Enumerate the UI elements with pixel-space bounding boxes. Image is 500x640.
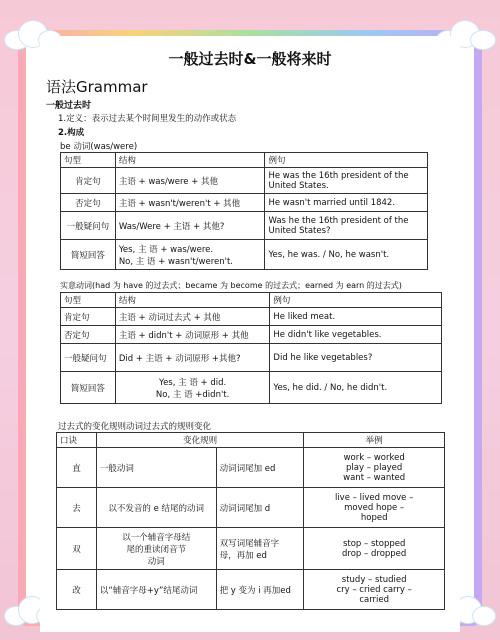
table-cell: He didn't like vegetables. xyxy=(270,326,442,344)
table-cell: Yes, he did. / No, he didn't. xyxy=(270,372,442,404)
table-cell: Did he like vegetables? xyxy=(270,344,442,372)
section-heading: 一般过去时 xyxy=(46,101,92,111)
table-cell: 以“辅音字母+y”结尾动词 xyxy=(96,570,216,610)
table-cell: 双 xyxy=(57,528,97,570)
table-cell: live – lived move – moved hope – hoped xyxy=(304,488,445,528)
table-cell: He was the 16th president of the United States. xyxy=(265,168,428,194)
table-cell: 简短回答 xyxy=(61,240,116,270)
table-cell: stop – stopped drop – dropped xyxy=(304,528,445,570)
table-cell: He liked meat. xyxy=(270,308,442,326)
table-cell: 肯定句 xyxy=(61,168,116,194)
document-page xyxy=(40,36,460,632)
table-cell: 主语 + didn't + 动词原形 + 其他 xyxy=(115,326,270,344)
table-cell: work – worked play – played want – wanted xyxy=(304,448,445,488)
be-verb-table xyxy=(60,152,428,270)
table-row xyxy=(57,570,445,610)
header-cell: 结构 xyxy=(115,153,265,168)
rule-table xyxy=(56,432,445,610)
table-header-row xyxy=(61,293,442,308)
table-cell: 否定句 xyxy=(61,326,116,344)
definition-text: 1.定义：表示过去某个时间里发生的动作或状态 xyxy=(58,114,237,124)
table-header-row xyxy=(57,433,445,448)
action-verb-table xyxy=(60,292,442,404)
table-row xyxy=(61,308,442,326)
table-row xyxy=(61,372,442,404)
table-row xyxy=(57,448,445,488)
table-cell: 简短回答 xyxy=(61,372,116,404)
table-row xyxy=(57,528,445,570)
table-row xyxy=(57,488,445,528)
table-cell: Yes, 主 语 + was/were. No, 主 语 + wasn't/weren't. xyxy=(115,240,265,270)
table-cell: Yes, he was. / No, he wasn't. xyxy=(265,240,428,270)
header-cell: 句型 xyxy=(61,153,116,168)
table-cell: 动词词尾加 d xyxy=(216,488,304,528)
table-cell: 肯定句 xyxy=(61,308,116,326)
table-cell: 动词词尾加 ed xyxy=(216,448,304,488)
table-cell: 以不发音的 e 结尾的动词 xyxy=(96,488,216,528)
table-cell: He wasn't married until 1842. xyxy=(265,194,428,212)
table-row xyxy=(61,240,428,270)
table-cell: Yes, 主 语 + did. No, 主 语 +didn't. xyxy=(115,372,270,404)
table-cell: 改 xyxy=(57,570,97,610)
table-cell: 一般动词 xyxy=(96,448,216,488)
table-cell: 以一个辅音字母结 尾的重读闭音节 动词 xyxy=(96,528,216,570)
page-title: 一般过去时&一般将来时 xyxy=(168,50,332,68)
table-cell: 主语 + 动词过去式 + 其他 xyxy=(115,308,270,326)
table-cell: 去 xyxy=(57,488,97,528)
header-cell: 例句 xyxy=(270,293,442,308)
table-cell: 把 y 变为 i 再加ed xyxy=(216,570,304,610)
header-cell: 口诀 xyxy=(57,433,97,448)
composition-heading: 2.构成 xyxy=(58,128,85,138)
table-cell: 否定句 xyxy=(61,194,116,212)
table-header-row xyxy=(61,153,428,168)
table-cell: 直 xyxy=(57,448,97,488)
header-cell: 变化规则 xyxy=(96,433,303,448)
header-cell: 句型 xyxy=(61,293,116,308)
table-cell: Was/Were + 主语 + 其他? xyxy=(115,212,265,240)
header-cell: 结构 xyxy=(115,293,270,308)
table-row xyxy=(61,326,442,344)
action-verb-label: 实意动词(had 为 have 的过去式；became 为 become 的过去式；earned 为 earn 的过去式) xyxy=(60,281,402,290)
table-cell: Did + 主语 + 动词原形 +其他? xyxy=(115,344,270,372)
table-cell: Was he the 16th president of the United States? xyxy=(265,212,428,240)
be-verb-label: be 动词(was/were) xyxy=(60,142,138,152)
table-cell: 双写词尾辅音字 母，再加 ed xyxy=(216,528,304,570)
table-row xyxy=(61,194,428,212)
table-cell: 一般疑问句 xyxy=(61,344,116,372)
table-cell: 主语 + was/were + 其他 xyxy=(115,168,265,194)
table-cell: 一般疑问句 xyxy=(61,212,116,240)
table-cell: study – studied cry – cried carry – carried xyxy=(304,570,445,610)
table-row xyxy=(61,168,428,194)
table-row xyxy=(61,212,428,240)
header-cell: 例句 xyxy=(265,153,428,168)
table-row xyxy=(61,344,442,372)
header-cell: 举例 xyxy=(304,433,445,448)
rule-heading: 过去式的变化规则动词过去式的规则变化 xyxy=(58,422,212,432)
grammar-heading: 语法Grammar xyxy=(46,78,148,96)
table-cell: 主语 + wasn't/weren't + 其他 xyxy=(115,194,265,212)
